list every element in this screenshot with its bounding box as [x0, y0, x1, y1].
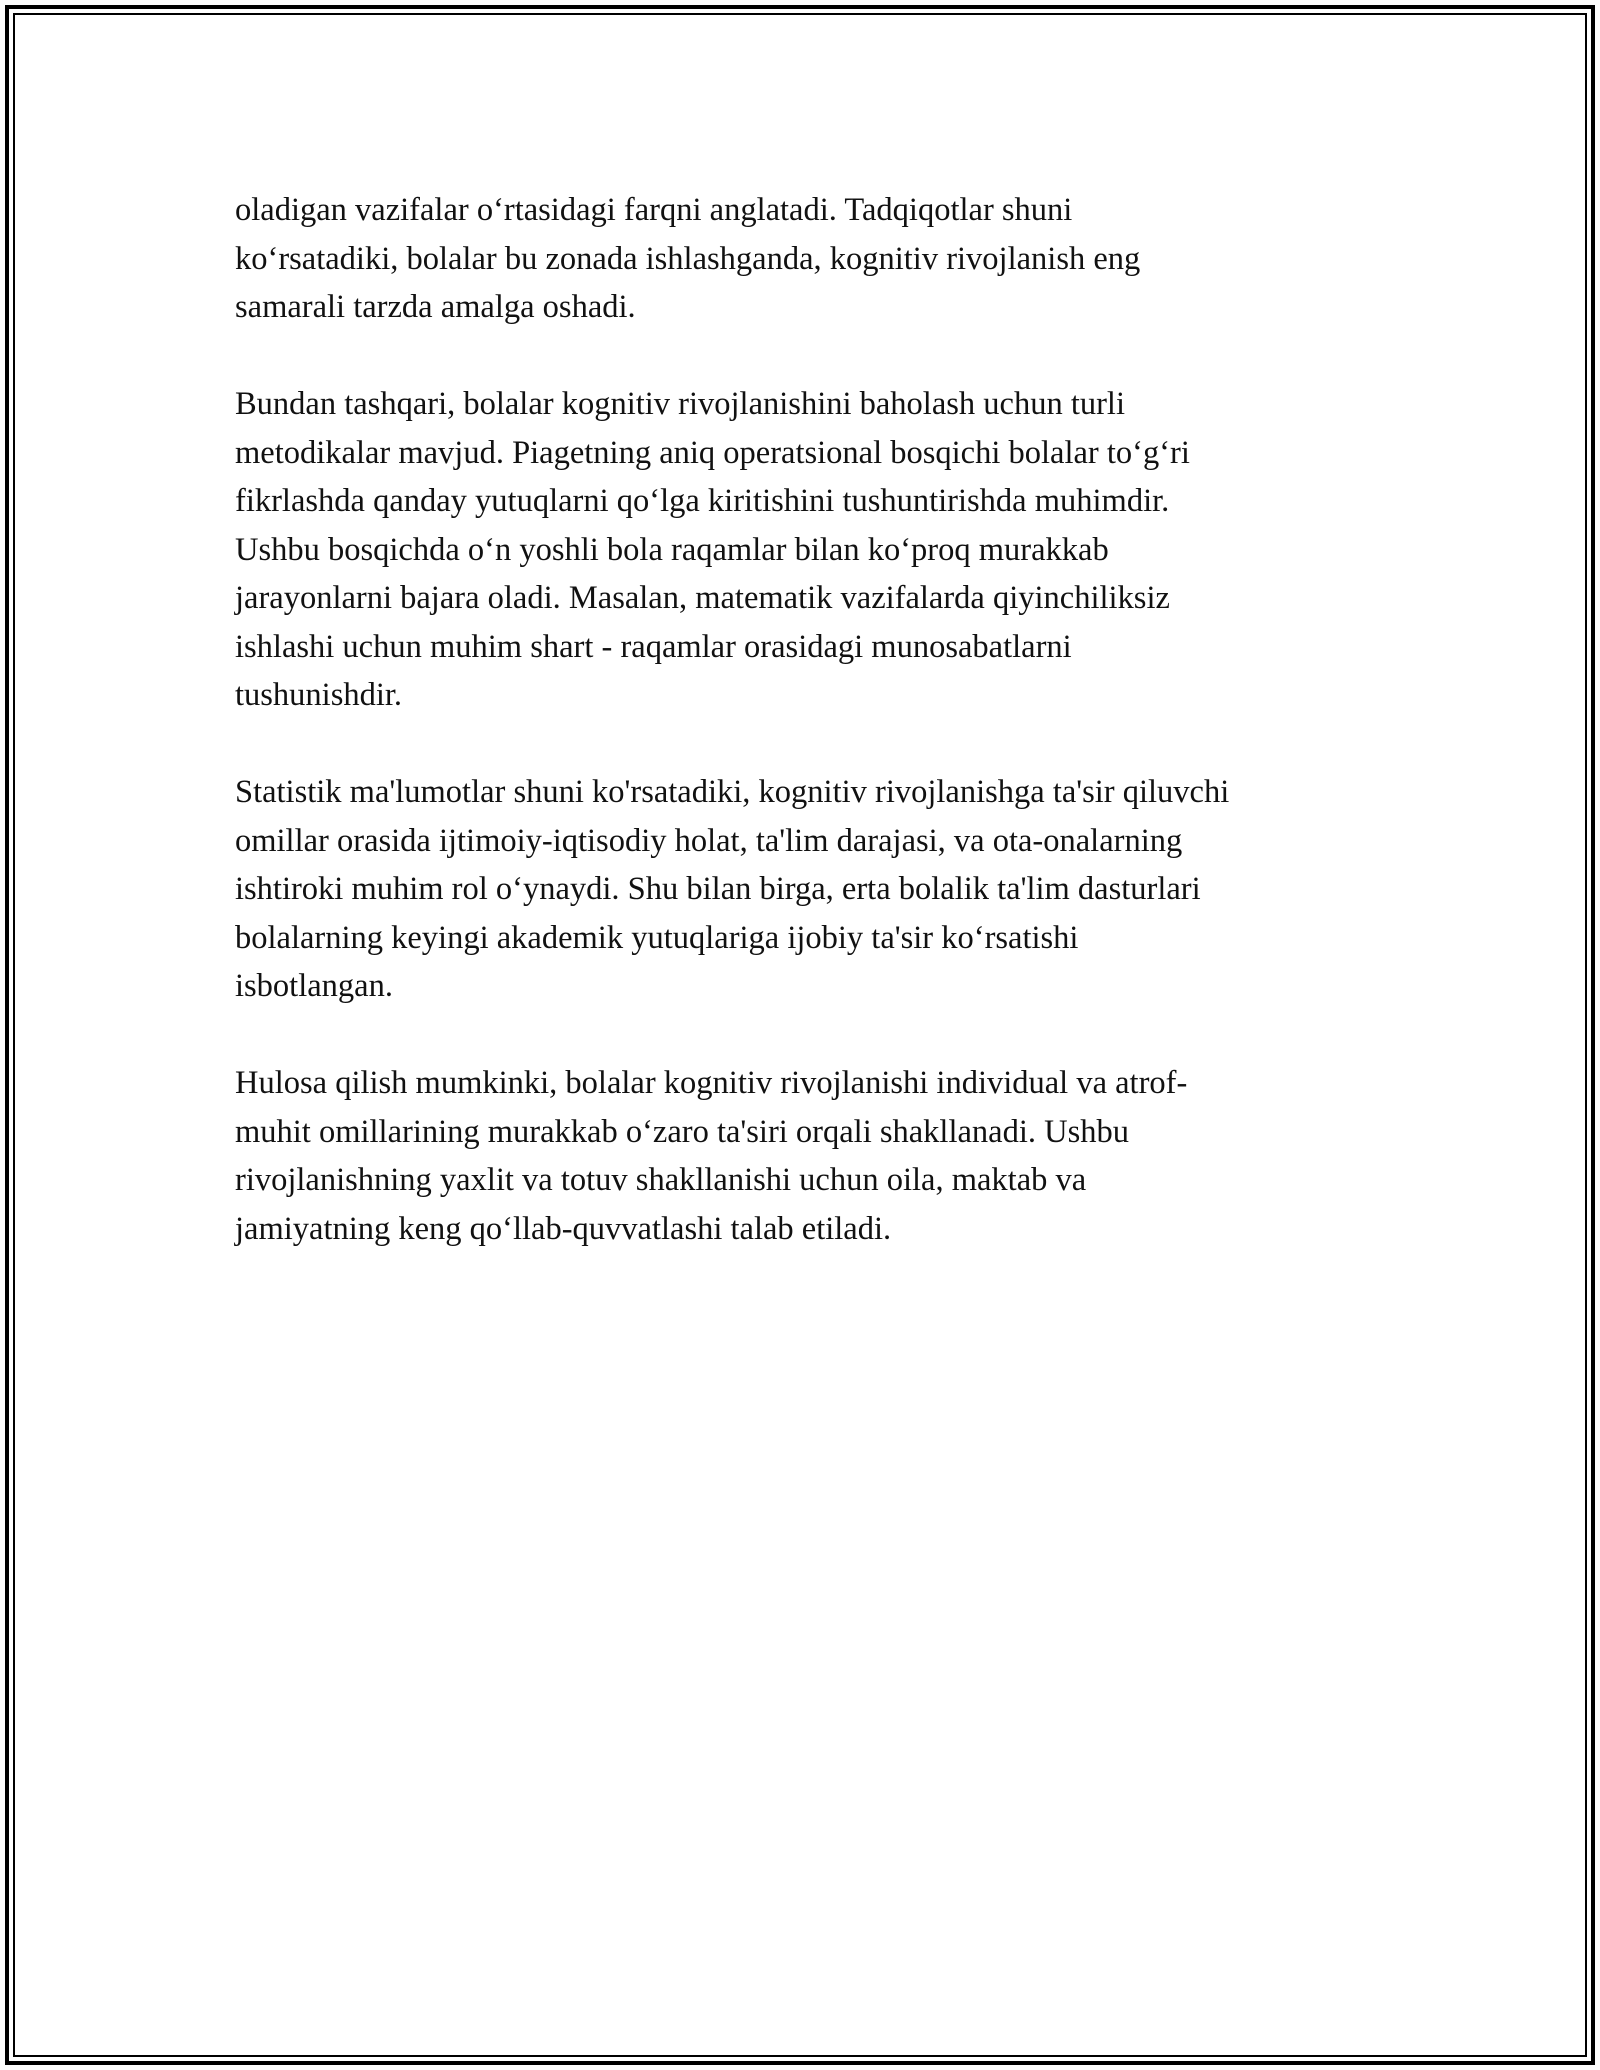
- text-line: Ushbu bosqichda o‘n yoshli bola raqamlar bilan ko‘proq murakkab: [235, 531, 1109, 568]
- text-line: fikrlashda qanday yutuqlarni qo‘lga kiritishini tushuntirishda muhimdir.: [235, 483, 1170, 519]
- text-line: omillar orasida ijtimoiy-iqtisodiy holat, ta'lim darajasi, va ota-onalarning: [235, 822, 1183, 859]
- text-line: Bundan tashqari, bolalar kognitiv rivojlanishini baholash uchun turli: [235, 386, 1125, 422]
- text-line: ishtiroki muhim rol o‘ynaydi. Shu bilan birga, erta bolalik ta'lim dasturlari: [235, 871, 1201, 907]
- text-line: rivojlanishning yaxlit va totuv shakllanishi uchun oila, maktab va: [235, 1162, 1087, 1198]
- text-line: jamiyatning keng qo‘llab-quvvatlashi talab etiladi.: [235, 1210, 892, 1247]
- text-line: Statistik ma'lumotlar shuni ko'rsatadiki, kognitiv rivojlanishga ta'sir qiluvchi: [235, 774, 1230, 810]
- paragraph: [235, 186, 1365, 332]
- document-body: [235, 186, 1365, 1302]
- text-line: muhit omillarining murakkab o‘zaro ta'siri orqali shakllanadi. Ushbu: [235, 1113, 1129, 1150]
- text-line: samarali tarzda amalga oshadi.: [235, 289, 636, 325]
- text-line: tushunishdir.: [235, 677, 403, 713]
- paragraph: [235, 768, 1365, 1011]
- paragraph: [235, 380, 1365, 720]
- text-line: isbotlangan.: [235, 968, 393, 1004]
- text-line: Hulosa qilish mumkinki, bolalar kognitiv rivojlanishi individual va atrof-: [235, 1065, 1188, 1101]
- text-line: metodikalar mavjud. Piagetning aniq operatsional bosqichi bolalar to‘g‘ri: [235, 434, 1190, 471]
- text-line: ko‘rsatadiki, bolalar bu zonada ishlashganda, kognitiv rivojlanish eng: [235, 240, 1141, 277]
- text-line: ishlashi uchun muhim shart - raqamlar orasidagi munosabatlarni: [235, 628, 1072, 665]
- text-line: oladigan vazifalar o‘rtasidagi farqni anglatadi. Tadqiqotlar shuni: [235, 192, 1073, 228]
- text-line: bolalarning keyingi akademik yutuqlariga ijobiy ta'sir ko‘rsatishi: [235, 919, 1079, 956]
- text-line: jarayonlarni bajara oladi. Masalan, matematik vazifalarda qiyinchiliksiz: [235, 580, 1170, 616]
- paragraph: [235, 1059, 1365, 1253]
